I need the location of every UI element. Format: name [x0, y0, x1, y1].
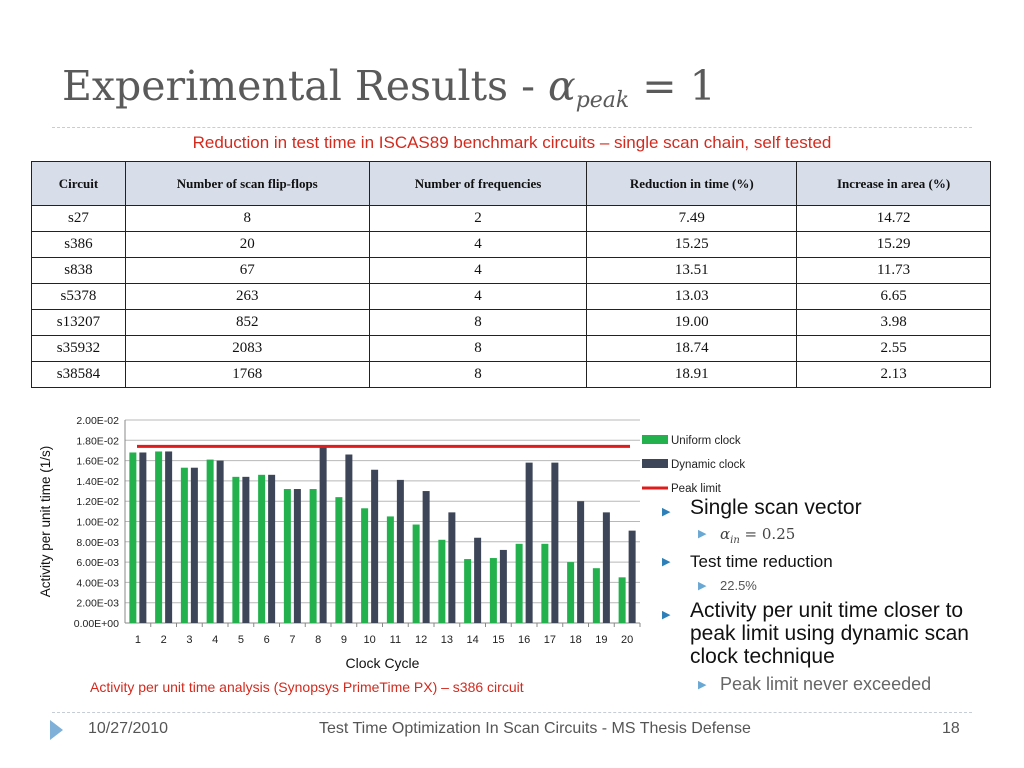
x-tick-label: 13	[440, 634, 453, 646]
uniform-clock-bar	[155, 451, 162, 623]
table-cell: s27	[32, 206, 126, 232]
legend-uniform-clock-label: Uniform clock	[671, 435, 741, 447]
table-cell: 18.91	[587, 362, 797, 388]
results-table	[31, 161, 991, 388]
bullet-arrow-icon: ▶	[698, 528, 707, 540]
table-cell: 4	[369, 258, 587, 284]
table-cell: s13207	[32, 310, 126, 336]
uniform-clock-bar	[258, 475, 265, 623]
dynamic-clock-bar	[217, 461, 224, 623]
page-number: 18	[942, 720, 960, 737]
uniform-clock-bar	[284, 489, 291, 623]
x-tick-label: 15	[492, 634, 505, 646]
dynamic-clock-bar	[629, 531, 636, 623]
table-cell: 18.74	[587, 336, 797, 362]
legend-dynamic-clock-swatch	[642, 459, 668, 468]
dynamic-clock-bar	[397, 480, 404, 623]
x-tick-label: 12	[415, 634, 428, 646]
uniform-clock-bar	[490, 558, 497, 623]
dynamic-clock-bar	[165, 451, 172, 623]
table-row	[32, 206, 991, 232]
table-cell: 2	[369, 206, 587, 232]
uniform-clock-bar	[593, 568, 600, 623]
table-cell: 1768	[125, 362, 369, 388]
x-tick-label: 19	[595, 634, 608, 646]
uniform-clock-bar	[464, 559, 471, 623]
bullet-activity-closer: ▶ Activity per unit time closer to peak limit using dynamic scan clock technique	[662, 599, 969, 668]
x-tick-label: 14	[466, 634, 479, 646]
table-cell: s386	[32, 232, 126, 258]
table-cell: 4	[369, 232, 587, 258]
table-row	[32, 284, 991, 310]
uniform-clock-bar	[413, 525, 420, 623]
x-tick-label: 11	[389, 634, 402, 646]
table-cell: 263	[125, 284, 369, 310]
table-cell: 2.13	[797, 362, 991, 388]
table-row	[32, 232, 991, 258]
y-tick-label: 8.00E-03	[76, 536, 119, 549]
x-tick-label: 9	[340, 634, 347, 646]
table-cell: s5378	[32, 284, 126, 310]
slide-subtitle: Reduction in test time in ISCAS89 benchmark circuits – single scan chain, self tested	[192, 133, 832, 152]
table-row	[32, 336, 991, 362]
table-cell: 7.49	[587, 206, 797, 232]
uniform-clock-bar	[387, 516, 394, 623]
table-cell: 2083	[125, 336, 369, 362]
table-cell: 11.73	[797, 258, 991, 284]
footer-date: 10/27/2010	[88, 720, 169, 737]
table-cell: 8	[125, 206, 369, 232]
bullet-single-scan-vector: ▶ Single scan vector	[662, 496, 1012, 519]
x-tick-label: 8	[315, 634, 322, 646]
bullet-arrow-icon: ▶	[698, 580, 707, 592]
table-cell: 8	[369, 336, 587, 362]
x-axis-title: Clock Cycle	[345, 655, 420, 671]
bullet-arrow-icon: ▶	[662, 609, 671, 621]
dynamic-clock-bar	[474, 538, 481, 623]
footer-arrow-icon	[50, 720, 63, 740]
y-tick-label: 1.20E-02	[76, 496, 119, 509]
alpha-symbol: α	[548, 62, 576, 110]
x-tick-label: 7	[289, 634, 296, 646]
table-cell: s838	[32, 258, 126, 284]
header-area-increase: Increase in area (%)	[797, 162, 991, 206]
uniform-clock-bar	[335, 497, 342, 623]
uniform-clock-bar	[181, 468, 188, 623]
table-cell: 20	[125, 232, 369, 258]
table-cell: 2.55	[797, 336, 991, 362]
table-cell: 14.72	[797, 206, 991, 232]
y-tick-label: 1.60E-02	[76, 455, 119, 468]
uniform-clock-bar	[207, 460, 214, 623]
table-cell: 15.25	[587, 232, 797, 258]
y-tick-label: 2.00E-03	[76, 597, 119, 610]
y-tick-label: 1.40E-02	[76, 475, 119, 488]
y-tick-label: 4.00E-03	[76, 577, 119, 590]
x-tick-label: 3	[186, 634, 193, 646]
dynamic-clock-bar	[242, 477, 249, 623]
table-cell: s35932	[32, 336, 126, 362]
dynamic-clock-bar	[345, 455, 352, 623]
header-circuit: Circuit	[32, 162, 126, 206]
dynamic-clock-bar	[423, 491, 430, 623]
dynamic-clock-bar	[294, 489, 301, 623]
bullet-arrow-icon: ▶	[662, 506, 671, 518]
table-cell: 8	[369, 310, 587, 336]
x-tick-label: 5	[237, 634, 244, 646]
table-cell: 13.03	[587, 284, 797, 310]
uniform-clock-bar	[361, 508, 368, 623]
table-header-row	[32, 162, 991, 206]
x-tick-label: 6	[263, 634, 270, 646]
bullet-alpha-in: ▶ $\alpha_{in} = 0.25$	[698, 525, 796, 546]
table-cell: 13.51	[587, 258, 797, 284]
dynamic-clock-bar	[577, 501, 584, 623]
table-row	[32, 310, 991, 336]
x-tick-label: 4	[212, 634, 219, 646]
bullet-list	[662, 496, 1012, 695]
y-tick-label: 6.00E-03	[76, 557, 119, 570]
table-cell: 6.65	[797, 284, 991, 310]
uniform-clock-bar	[516, 544, 523, 623]
y-axis-title: Activity per unit time (1/s)	[38, 445, 53, 598]
dynamic-clock-bar	[191, 468, 198, 623]
table-cell: 67	[125, 258, 369, 284]
dynamic-clock-bar	[526, 463, 533, 623]
legend-uniform-clock-swatch	[642, 435, 668, 444]
footer-title: Test Time Optimization In Scan Circuits - MS Thesis Defense	[319, 720, 751, 737]
slide-title: Experimental Results - $\alpha_{peak} = 1$	[62, 62, 716, 113]
dynamic-clock-bar	[268, 475, 275, 623]
uniform-clock-bar	[567, 562, 574, 623]
uniform-clock-bar	[438, 540, 445, 623]
table-cell: 15.29	[797, 232, 991, 258]
uniform-clock-bar	[232, 477, 239, 623]
y-tick-label: 2.00E-02	[76, 415, 119, 427]
header-flip-flops: Number of scan flip-flops	[125, 162, 369, 206]
alpha-subscript: peak	[575, 88, 630, 113]
bullet-arrow-icon: ▶	[662, 556, 671, 568]
chart-caption: Activity per unit time analysis (Synopsys PrimeTime PX) – s386 circuit	[90, 679, 524, 695]
table-cell: 3.98	[797, 310, 991, 336]
uniform-clock-bar	[310, 489, 317, 623]
title-divider	[52, 127, 972, 128]
y-tick-label: 1.00E-02	[76, 516, 119, 529]
header-time-reduction: Reduction in time (%)	[587, 162, 797, 206]
table-row	[32, 258, 991, 284]
bullet-test-time-reduction: ▶ Test time reduction	[662, 552, 833, 571]
y-tick-label: 1.80E-02	[76, 435, 119, 448]
dynamic-clock-bar	[139, 452, 146, 623]
dynamic-clock-bar	[603, 512, 610, 623]
x-tick-label: 16	[518, 634, 531, 646]
dynamic-clock-bar	[320, 446, 327, 623]
bullet-peak-never-exceeded: ▶ Peak limit never exceeded	[698, 674, 932, 694]
activity-bar-chart	[30, 410, 760, 680]
x-tick-label: 20	[621, 634, 634, 646]
footer-divider	[52, 712, 972, 713]
table-cell: 852	[125, 310, 369, 336]
table-row	[32, 362, 991, 388]
uniform-clock-bar	[129, 452, 136, 623]
x-tick-label: 17	[543, 634, 556, 646]
uniform-clock-bar	[619, 577, 626, 623]
x-tick-label: 18	[569, 634, 582, 646]
x-tick-label: 10	[363, 634, 376, 646]
header-frequencies: Number of frequencies	[369, 162, 587, 206]
y-tick-label: 0.00E+00	[73, 618, 119, 630]
bullet-arrow-icon: ▶	[698, 679, 707, 691]
x-tick-label: 1	[134, 634, 141, 646]
uniform-clock-bar	[541, 544, 548, 623]
dynamic-clock-bar	[448, 512, 455, 623]
dynamic-clock-bar	[500, 550, 507, 623]
legend-dynamic-clock-label: Dynamic clock	[671, 459, 746, 471]
table-cell: 19.00	[587, 310, 797, 336]
dynamic-clock-bar	[371, 470, 378, 623]
table-cell: 8	[369, 362, 587, 388]
dynamic-clock-bar	[551, 463, 558, 623]
table-cell: 4	[369, 284, 587, 310]
bullet-reduction-value: ▶ 22.5%	[698, 578, 757, 593]
legend-peak-limit-label: Peak limit	[671, 483, 721, 495]
table-cell: s38584	[32, 362, 126, 388]
x-tick-label: 2	[160, 634, 167, 646]
